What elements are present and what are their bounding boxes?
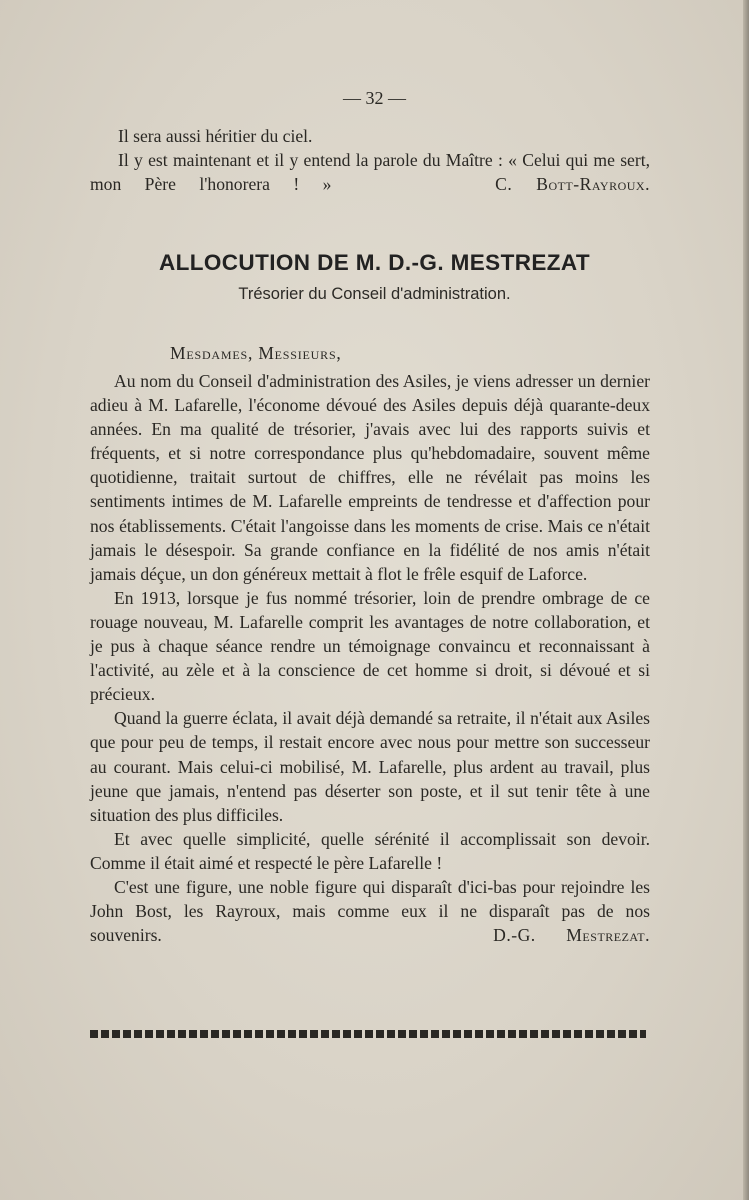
paragraph: En 1913, lorsque je fus nommé trésorier, loin de prendre ombrage de ce rouage nouveau, M. Lafarelle comprit les avantages de notre collaboration, et je pus à chaque séance rendre un témoignage convaincu et reconnaissant à l'activité, au zèle et à la conscience de cet homme si droit, si dévoué et si précieux. <box>90 587 650 705</box>
intro-line: Il sera aussi héritier du ciel. <box>118 126 313 146</box>
section-subtitle: Trésorier du Conseil d'administration. <box>238 285 511 303</box>
paragraph: Et avec quelle simplicité, quelle sérénité il accomplissait son devoir. Comme il était aimé et respecté le père Lafarelle ! <box>90 828 650 873</box>
paragraph: Quand la guerre éclata, il avait déjà demandé sa retraite, il n'était aux Asiles que pour peu de temps, il restait encore avec nous pour mettre son successeur au courant. Mais celui-ci mobilisé, M. Lafarelle, plus ardent au travail, plus jeune que jamais, n'entend pas déserter son poste, et il sut tenir tête à une situation des plus difficiles. <box>90 708 650 825</box>
intro-text <box>90 124 650 196</box>
speech-body <box>90 369 650 947</box>
paragraph: C'est une figure, une noble figure qui disparaît d'ici-bas pour rejoindre les John Bost, les Rayroux, mais comme eux il ne disparaît pas de nos souvenirs. D.-G. Mestrezat. <box>90 876 650 946</box>
page-number: — 32 — <box>343 88 406 108</box>
intro-quote <box>90 148 650 196</box>
salutation: Mesdames, Messieurs, <box>170 343 342 363</box>
ornamental-rule <box>90 1030 646 1038</box>
intro-quote-text: Il y est maintenant et il y entend la parole du Maître : « Celui qui me sert, mon Père l'honorera ! » <box>90 150 650 194</box>
paragraph: Au nom du Conseil d'administration des Asiles, je viens adresser un dernier adieu à M. Lafarelle, l'économe dévoué des Asiles depuis déjà quarante-deux années. En ma qualité de trésorier, j'avais avec lui des rapports suivis et fréquents, et si notre correspondance plus qu'hebdomadaire, souvent même quotidienne, traitait surtout de chiffres, elle ne révélait pas moins les sentiments intimes de M. Lafarelle empreints de tendresse et d'affection pour nos établissements. C'était l'angoisse dans les moments de crise. Mais ce n'était jamais le désespoir. Sa grande confiance en la fidélité de nos amis n'était jamais déçue, un don généreux mettait à flot le frêle esquif de Laforce. <box>90 371 650 584</box>
page-edge <box>743 0 749 1200</box>
closing-signature: D.-G. Mestrezat. <box>493 925 650 946</box>
intro-signature: C. Bott-Rayroux. <box>495 174 650 194</box>
section-title: ALLOCUTION DE M. D.-G. MESTREZAT <box>158 250 591 275</box>
